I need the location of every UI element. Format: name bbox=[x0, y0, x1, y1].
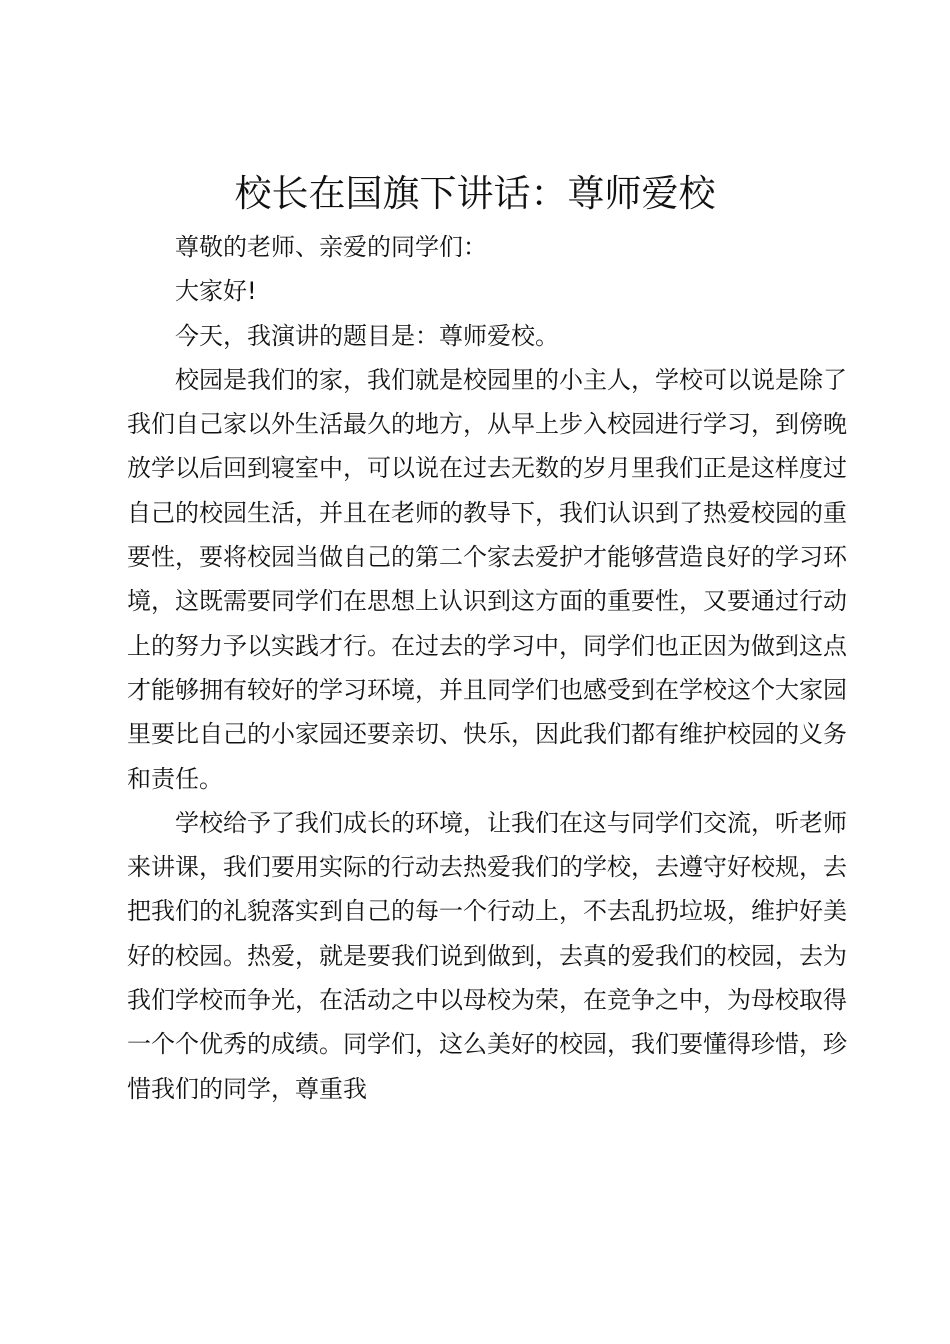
document-body bbox=[127, 225, 847, 1111]
salutation-line: 尊敬的老师、亲爱的同学们： bbox=[175, 233, 487, 261]
document-title: 校长在国旗下讲话：尊师爱校 bbox=[234, 172, 716, 215]
paragraph-2: 学校给予了我们成长的环境，让我们在这与同学们交流，听老师来讲课，我们要用实际的行动去热爱我们的学校，去遵守好校规，去把我们的礼貌落实到自己的每一个行动上，不去乱扔垃圾，维护好美好的校园。热爱，就是要我们说到做到，去真的爱我们的校园，去为我们学校而争光，在活动之中以母校为荣，在竞争之中，为母校取得一个个优秀的成绩。同学们，这么美好的校园，我们要懂得珍惜，珍惜我们的同学，尊重我 bbox=[127, 808, 847, 1103]
greeting-line: 大家好! bbox=[175, 277, 257, 306]
topic-line: 今天，我演讲的题目是：尊师爱校。 bbox=[175, 321, 559, 350]
paragraph-1: 校园是我们的家，我们就是校园里的小主人，学校可以说是除了我们自己家以外生活最久的地方，从早上步入校园进行学习，到傍晚放学以后回到寝室中，可以说在过去无数的岁月里我们正是这样度过自己的校园生活，并且在老师的教导下，我们认识到了热爱校园的重要性，要将校园当做自己的第二个家去爱护才能够营造良好的学习环境，这既需要同学们在思想上认识到这方面的重要性，又要通过行动上的努力予以实践才行。在过去的学习中，同学们也正因为做到这点才能够拥有较好的学习环境，并且同学们也感受到在学校这个大家园里要比自己的小家园还要亲切、快乐，因此我们都有维护校园的义务和责任。 bbox=[127, 365, 847, 793]
